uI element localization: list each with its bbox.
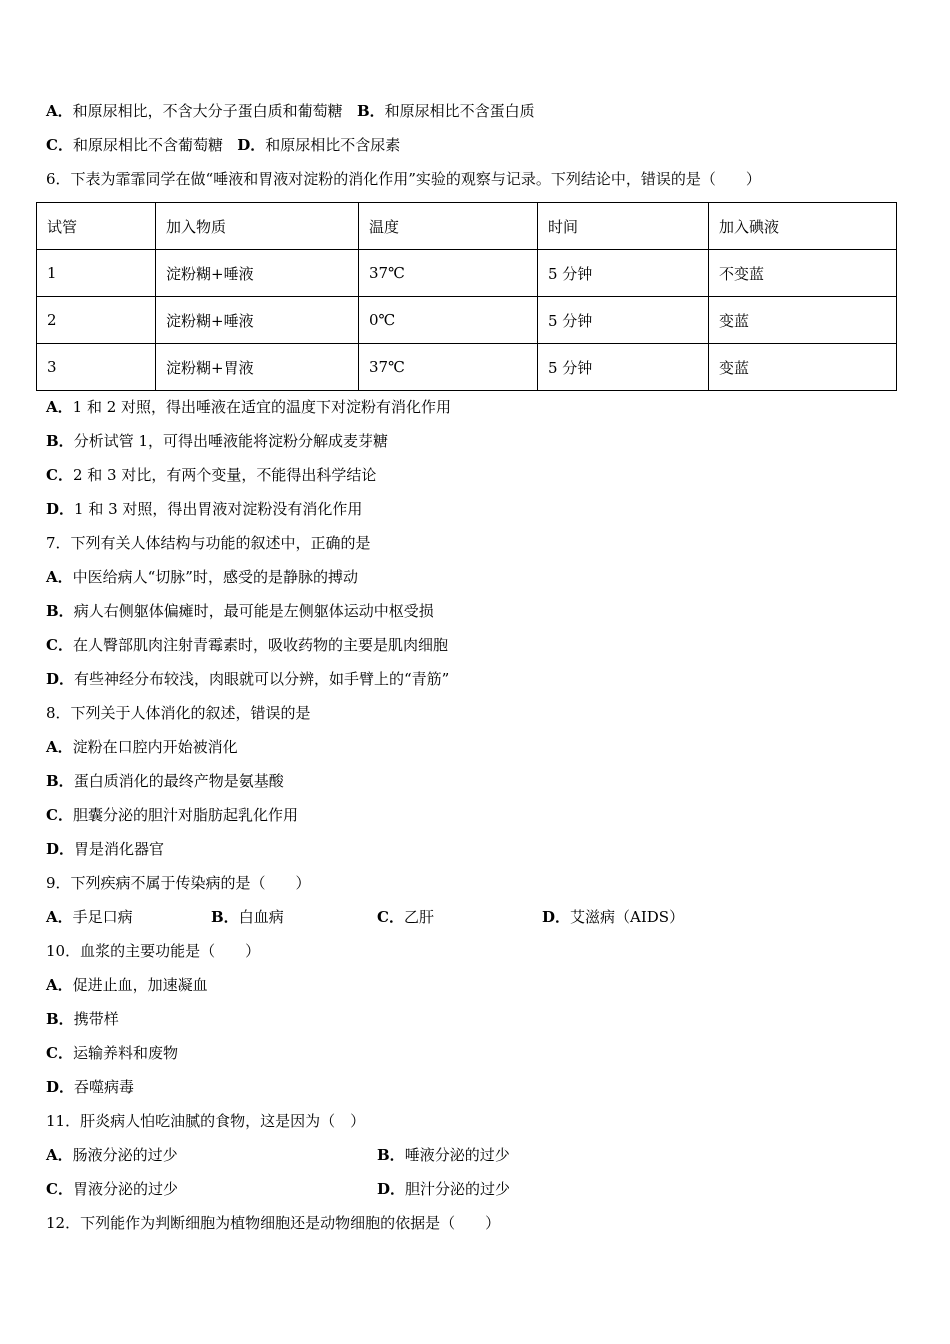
q11-option-d xyxy=(377,1179,510,1199)
option-text: 和原尿相比不含尿素 xyxy=(265,136,401,154)
option-label: C． xyxy=(46,466,73,484)
table-cell: 5 分钟 xyxy=(538,344,709,391)
option-text: 艾滋病（AIDS） xyxy=(570,908,685,926)
table-cell: 37℃ xyxy=(359,344,538,391)
q9-option-c xyxy=(377,907,434,927)
question-6-stem: 6．下表为霏霏同学在做“唾液和胃液对淀粉的消化作用”实验的观察与记录。下列结论中，错误的是（ ） xyxy=(46,170,761,188)
q11-option-a xyxy=(46,1145,178,1165)
q10-option-b xyxy=(46,1009,119,1029)
table-cell: 37℃ xyxy=(359,250,538,297)
option-label: C． xyxy=(46,806,73,824)
option-text: 白血病 xyxy=(238,908,284,926)
option-label: A． xyxy=(46,976,73,994)
table-cell: 淀粉糊+唾液 xyxy=(156,250,359,297)
option-label: A． xyxy=(46,102,73,120)
option-text: 淀粉在口腔内开始被消化 xyxy=(72,738,238,756)
q7-option-b xyxy=(46,601,434,621)
q6-option-d xyxy=(46,499,362,519)
option-text: 肠液分泌的过少 xyxy=(72,1146,178,1164)
question-12-stem: 12．下列能作为判断细胞为植物细胞还是动物细胞的依据是（ ） xyxy=(46,1214,501,1232)
option-label: D． xyxy=(46,500,75,518)
option-text: 分析试管 1，可得出唾液能将淀粉分解成麦芽糖 xyxy=(73,432,389,450)
option-text: 在人臀部肌肉注射青霉素时，吸收药物的主要是肌肉细胞 xyxy=(72,636,448,654)
option-label: C． xyxy=(46,1044,73,1062)
q8-option-d xyxy=(46,839,164,859)
q7-option-c xyxy=(46,635,448,655)
option-label: B． xyxy=(46,432,74,450)
option-label: A． xyxy=(46,738,73,756)
q9-option-a xyxy=(46,907,133,927)
option-text: 2 和 3 对比，有两个变量，不能得出科学结论 xyxy=(72,466,377,484)
q5-options-row-2 xyxy=(46,135,400,155)
option-text: 胃是消化器官 xyxy=(74,840,165,858)
option-label: B． xyxy=(46,602,74,620)
q8-option-b xyxy=(46,771,284,791)
option-text: 病人右侧躯体偏瘫时，最可能是左侧躯体运动中枢受损 xyxy=(73,602,434,620)
option-text: 有些神经分布较浅，肉眼就可以分辨，如手臂上的“青筋” xyxy=(74,670,450,688)
table-row xyxy=(37,344,897,391)
table-cell: 5 分钟 xyxy=(538,297,709,344)
q6-option-c xyxy=(46,465,376,485)
option-text: 手足口病 xyxy=(72,908,133,926)
table-cell: 变蓝 xyxy=(709,297,897,344)
option-text: 1 和 2 对照，得出唾液在适宜的温度下对淀粉有消化作用 xyxy=(72,398,452,416)
option-label: D． xyxy=(46,670,75,688)
table-header-cell: 温度 xyxy=(359,203,538,250)
option-label: D． xyxy=(377,1180,406,1198)
option-label: D． xyxy=(46,840,75,858)
option-label: B． xyxy=(356,102,385,120)
table-header-cell: 加入物质 xyxy=(156,203,359,250)
option-label: C． xyxy=(46,136,73,154)
option-label: D． xyxy=(237,136,266,154)
question-8-stem: 8．下列关于人体消化的叙述，错误的是 xyxy=(46,704,311,722)
option-text: 促进止血，加速凝血 xyxy=(72,976,208,994)
table-cell: 淀粉糊+唾液 xyxy=(156,297,359,344)
table-header-cell: 试管 xyxy=(37,203,156,250)
q11-option-b xyxy=(377,1145,510,1165)
table-row xyxy=(37,297,897,344)
option-label: A． xyxy=(46,568,73,586)
option-text: 蛋白质消化的最终产物是氨基酸 xyxy=(73,772,284,790)
option-text: 中医给病人“切脉”时，感受的是静脉的搏动 xyxy=(72,568,358,586)
question-7-stem: 7．下列有关人体结构与功能的叙述中，正确的是 xyxy=(46,534,371,552)
q7-option-a xyxy=(46,567,358,587)
option-text: 胆汁分泌的过少 xyxy=(405,1180,511,1198)
q5-options-row-1 xyxy=(46,101,535,121)
option-label: B． xyxy=(377,1146,405,1164)
q8-option-a xyxy=(46,737,238,757)
table-cell: 1 xyxy=(37,250,156,297)
q11-option-c xyxy=(46,1179,178,1199)
option-label: D． xyxy=(46,1078,75,1096)
table-cell: 5 分钟 xyxy=(538,250,709,297)
question-11-stem: 11．肝炎病人怕吃油腻的食物，这是因为（ ） xyxy=(46,1112,366,1130)
q10-option-a xyxy=(46,975,208,995)
q7-option-d xyxy=(46,669,449,689)
q10-option-c xyxy=(46,1043,178,1063)
table-header-cell: 时间 xyxy=(538,203,709,250)
option-label: A． xyxy=(46,1146,73,1164)
option-text: 和原尿相比，不含大分子蛋白质和葡萄糖 xyxy=(72,102,343,120)
option-label: A． xyxy=(46,398,73,416)
option-label: C． xyxy=(46,636,73,654)
q10-option-d xyxy=(46,1077,134,1097)
q6-option-a xyxy=(46,397,451,417)
table-row xyxy=(37,250,897,297)
table-cell: 3 xyxy=(37,344,156,391)
table-header-cell: 加入碘液 xyxy=(709,203,897,250)
option-text: 胃液分泌的过少 xyxy=(72,1180,178,1198)
option-label: B． xyxy=(211,908,239,926)
table-cell: 变蓝 xyxy=(709,344,897,391)
table-cell: 淀粉糊+胃液 xyxy=(156,344,359,391)
option-label: C． xyxy=(377,908,404,926)
option-text: 胆囊分泌的胆汁对脂肪起乳化作用 xyxy=(72,806,298,824)
option-label: A． xyxy=(46,908,73,926)
q9-option-b xyxy=(211,907,284,927)
table-cell: 不变蓝 xyxy=(709,250,897,297)
option-text: 唾液分泌的过少 xyxy=(404,1146,510,1164)
option-text: 1 和 3 对照，得出胃液对淀粉没有消化作用 xyxy=(74,500,363,518)
question-9-stem: 9．下列疾病不属于传染病的是（ ） xyxy=(46,874,311,892)
q9-option-d xyxy=(542,907,684,927)
option-text: 运输养料和废物 xyxy=(72,1044,178,1062)
q6-option-b xyxy=(46,431,388,451)
experiment-table xyxy=(36,202,897,391)
option-text: 和原尿相比不含蛋白质 xyxy=(384,102,535,120)
option-label: B． xyxy=(46,772,74,790)
option-label: B． xyxy=(46,1010,74,1028)
table-cell: 0℃ xyxy=(359,297,538,344)
table-cell: 2 xyxy=(37,297,156,344)
question-10-stem: 10．血浆的主要功能是（ ） xyxy=(46,942,261,960)
option-text: 吞噬病毒 xyxy=(74,1078,135,1096)
table-header-row xyxy=(37,203,897,250)
option-text: 乙肝 xyxy=(403,908,434,926)
q8-option-c xyxy=(46,805,298,825)
option-label: D． xyxy=(542,908,571,926)
option-label: C． xyxy=(46,1180,73,1198)
option-text: 和原尿相比不含葡萄糖 xyxy=(72,136,223,154)
option-text: 携带样 xyxy=(73,1010,119,1028)
